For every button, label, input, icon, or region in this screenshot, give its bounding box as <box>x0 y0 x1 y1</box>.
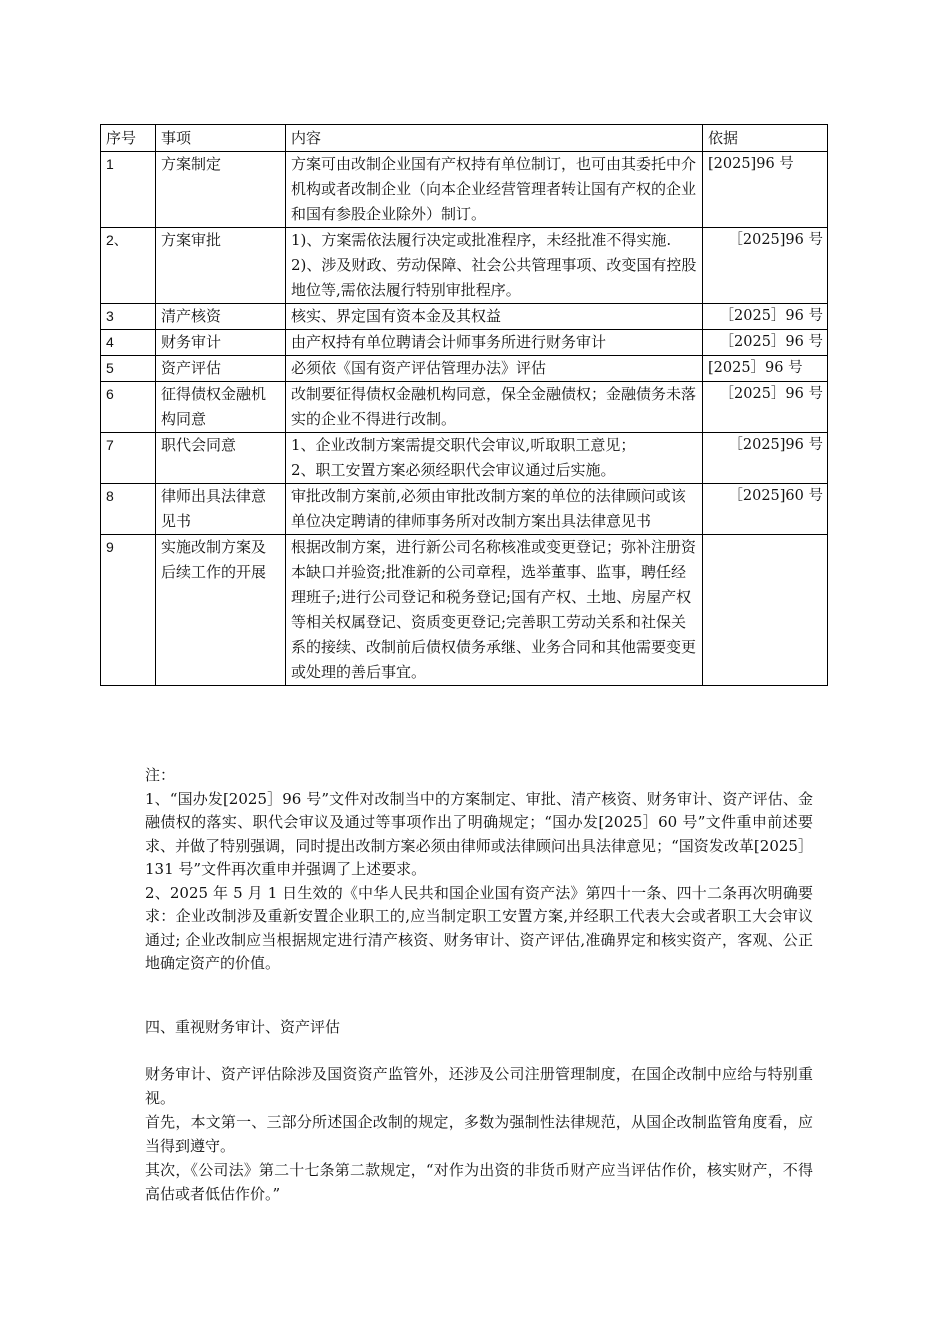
row-content: 由产权持有单位聘请会计师事务所进行财务审计 <box>286 330 703 356</box>
row-number: 5 <box>101 356 156 382</box>
row-number: 2、 <box>101 228 156 304</box>
paragraph-3: 其次，《公司法》第二十七条第二款规定，“对作为出资的非货币财产应当评估作价，核实财产，不得高估或者低估作价。” <box>145 1161 813 1203</box>
section-body <box>145 1062 813 1206</box>
section-heading: 四、重视财务审计、资产评估 <box>145 1018 341 1036</box>
row-content: 必须依《国有资产评估管理办法》评估 <box>286 356 703 382</box>
header-content: 内容 <box>286 125 703 152</box>
note-1: 1、“国办发[2025］96 号”文件对改制当中的方案制定、审批、清产核资、财务审计、资产评估、金融债权的落实、职代会审议及通过等事项作出了明确规定；“国办发[2025］60 号”文件重申前述要求、并做了特别强调，同时提出改制方案必须由律师或法律顾问出具法律意见；“国资发改革[2025］131 号”文件再次重申并强调了上述要求。 <box>145 789 813 878</box>
row-item: 职代会同意 <box>156 433 286 484</box>
row-item: 财务审计 <box>156 330 286 356</box>
row-number: 4 <box>101 330 156 356</box>
row-number: 8 <box>101 484 156 535</box>
row-basis: [2025］96 号 <box>703 356 828 382</box>
row-content: 方案可由改制企业国有产权持有单位制订，也可由其委托中介机构或者改制企业（向本企业经营管理者转让国有产权的企业和国有参股企业除外）制订。 <box>286 152 703 228</box>
row-basis: ［2025]60 号 <box>703 484 828 535</box>
notes-section <box>145 764 813 976</box>
row-item: 清产核资 <box>156 304 286 330</box>
row-basis <box>703 535 828 686</box>
table-row <box>101 304 828 330</box>
notes-title: 注： <box>145 766 176 784</box>
row-basis: ［2025]96 号 <box>703 228 828 304</box>
row-number: 1 <box>101 152 156 228</box>
note-2: 2、2025 年 5 月 1 日生效的《中华人民共和国企业国有资产法》第四十一条、四十二条再次明确要求：企业改制涉及重新安置企业职工的,应当制定职工安置方案,并经职工代表大会或者职工大会审议通过; 企业改制应当根据规定进行清产核资、财务审计、资产评估,准确界定和核实资产，客观、公正地确定资产的价值。 <box>145 883 813 972</box>
row-number: 3 <box>101 304 156 330</box>
row-basis: ［2025］96 号 <box>703 304 828 330</box>
row-basis: [2025]96 号 <box>703 152 828 228</box>
table-row <box>101 535 828 686</box>
row-content: 审批改制方案前,必须由审批改制方案的单位的法律顾问或该单位决定聘请的律师事务所对改制方案出具法律意见书 <box>286 484 703 535</box>
table-row <box>101 330 828 356</box>
row-content: 改制要征得债权金融机构同意，保全金融债权；金融债务未落实的企业不得进行改制。 <box>286 382 703 433</box>
table-header-row <box>101 125 828 152</box>
table-row <box>101 382 828 433</box>
header-no: 序号 <box>101 125 156 152</box>
row-number: 7 <box>101 433 156 484</box>
row-content: 根据改制方案，进行新公司名称核准或变更登记；弥补注册资本缺口并验资;批准新的公司章程，选举董事、监事，聘任经理班子;进行公司登记和税务登记;国有产权、土地、房屋产权等相关权属登记、资质变更登记;完善职工劳动关系和社保关系的接续、改制前后债权债务承继、业务合同和其他需要变更或处理的善后事宜。 <box>286 535 703 686</box>
table-row <box>101 484 828 535</box>
paragraph-1: 财务审计、资产评估除涉及国资资产监管外，还涉及公司注册管理制度，在国企改制中应给与特别重视。 <box>145 1065 813 1107</box>
row-item: 律师出具法律意见书 <box>156 484 286 535</box>
row-item: 方案审批 <box>156 228 286 304</box>
section-heading-block <box>145 1015 813 1039</box>
reform-procedure-table <box>100 124 828 686</box>
row-basis: ［2025]96 号 <box>703 433 828 484</box>
table-row <box>101 228 828 304</box>
row-item: 方案制定 <box>156 152 286 228</box>
row-number: 9 <box>101 535 156 686</box>
paragraph-2: 首先，本文第一、三部分所述国企改制的规定，多数为强制性法律规范，从国企改制监管角度看，应当得到遵守。 <box>145 1113 813 1155</box>
row-content: 核实、界定国有资本金及其权益 <box>286 304 703 330</box>
row-item: 实施改制方案及后续工作的开展 <box>156 535 286 686</box>
row-content: 1)、方案需依法履行决定或批准程序，未经批准不得实施. 2)、涉及财政、劳动保障、社会公共管理事项、改变国有控股地位等,需依法履行特别审批程序。 <box>286 228 703 304</box>
row-basis: ［2025］96 号 <box>703 382 828 433</box>
row-content: 1、企业改制方案需提交职代会审议,听取职工意见； 2、职工安置方案必须经职代会审议通过后实施。 <box>286 433 703 484</box>
row-item: 征得债权金融机构同意 <box>156 382 286 433</box>
row-basis: ［2025］96 号 <box>703 330 828 356</box>
header-basis: 依据 <box>703 125 828 152</box>
table-row <box>101 433 828 484</box>
row-item: 资产评估 <box>156 356 286 382</box>
row-number: 6 <box>101 382 156 433</box>
table-row <box>101 152 828 228</box>
header-item: 事项 <box>156 125 286 152</box>
table-row <box>101 356 828 382</box>
